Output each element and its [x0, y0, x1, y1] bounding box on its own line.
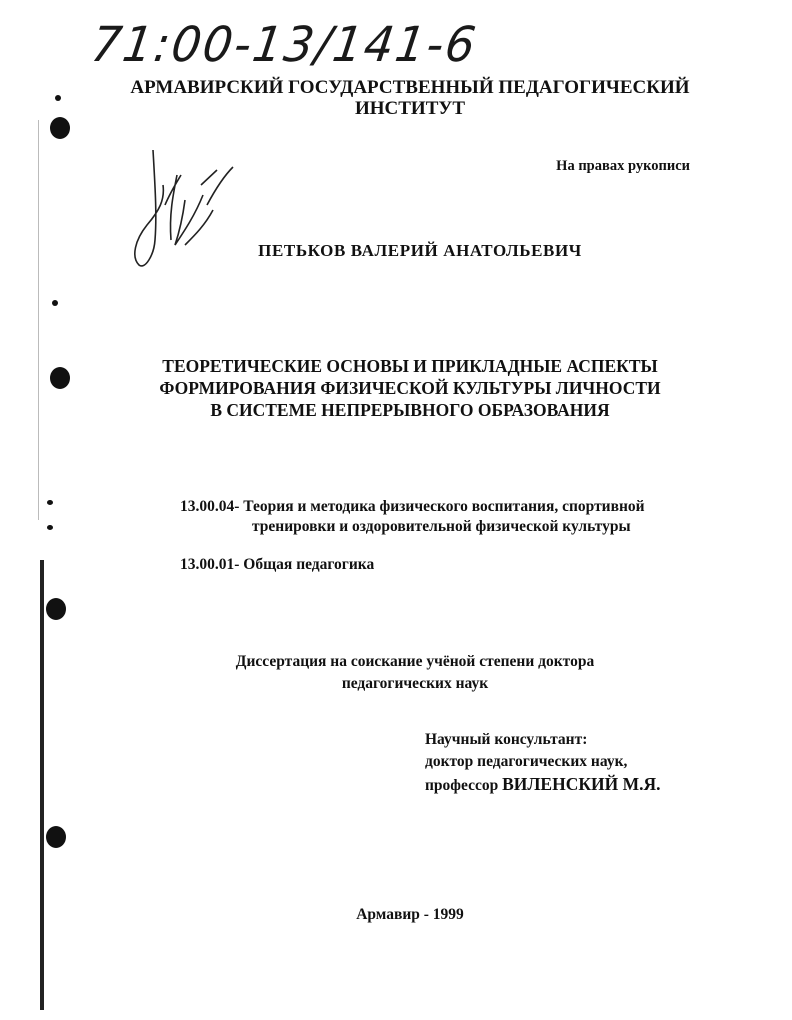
dissertation-degree [190, 651, 640, 695]
scan-speck [52, 300, 58, 306]
scan-speck [47, 525, 53, 530]
specialty-13-00-04-line-2: тренировки и оздоровительной физической культуры [252, 518, 631, 535]
handwritten-catalog-number [88, 8, 492, 80]
title-line-1: ТЕОРЕТИЧЕСКИЕ ОСНОВЫ И ПРИКЛАДНЫЕ АСПЕКТЫ [162, 356, 658, 376]
city-year: Армавир - 1999 [356, 906, 464, 923]
specialty-code: 13.00.01 [180, 556, 235, 573]
title-line-3: В СИСТЕМЕ НЕПРЕРЫВНОГО ОБРАЗОВАНИЯ [210, 400, 610, 420]
institute-line-1: АРМАВИРСКИЙ ГОСУДАРСТВЕННЫЙ ПЕДАГОГИЧЕСКИЙ [130, 77, 690, 98]
manuscript-rights: На правах рукописи [556, 158, 690, 174]
author-name: ПЕТЬКОВ ВАЛЕРИЙ АНАТОЛЬЕВИЧ [258, 241, 582, 260]
specialty-line-1: - Общая педагогика [234, 556, 375, 573]
scan-edge-line [40, 560, 44, 1010]
institute-line-2: ИНСТИТУТ [354, 98, 466, 119]
handwritten-number-text: 71:00-13/141-6 [88, 15, 481, 73]
specialty-line-1: - Теория и методика физического воспитания, спортивной [234, 498, 645, 515]
dissertation-title [110, 355, 710, 421]
signature-scribble [125, 145, 245, 275]
dissertation-line-1: Диссертация на соискание учёной степени доктора [235, 653, 595, 670]
scan-edge-line [38, 120, 39, 520]
scientific-consultant [425, 729, 745, 797]
punch-hole-mark [50, 367, 70, 389]
consultant-rank: профессор [425, 777, 499, 794]
specialty-13-00-01 [180, 553, 680, 577]
consultant-rank-name [425, 773, 745, 797]
scan-speck [47, 500, 53, 505]
punch-hole-mark [46, 598, 66, 620]
consultant-degree: доктор педагогических наук, [425, 753, 628, 770]
consultant-name: ВИЛЕНСКИЙ М.Я. [502, 774, 661, 794]
dissertation-line-2: педагогических наук [341, 675, 489, 692]
punch-hole-mark [46, 826, 66, 848]
institute-name [100, 77, 720, 119]
scan-speck [55, 95, 61, 101]
specialty-code: 13.00.04 [180, 498, 235, 515]
title-line-2: ФОРМИРОВАНИЯ ФИЗИЧЕСКОЙ КУЛЬТУРЫ ЛИЧНОСТИ [159, 378, 661, 398]
consultant-label: Научный консультант: [425, 731, 588, 748]
punch-hole-mark [50, 117, 70, 139]
